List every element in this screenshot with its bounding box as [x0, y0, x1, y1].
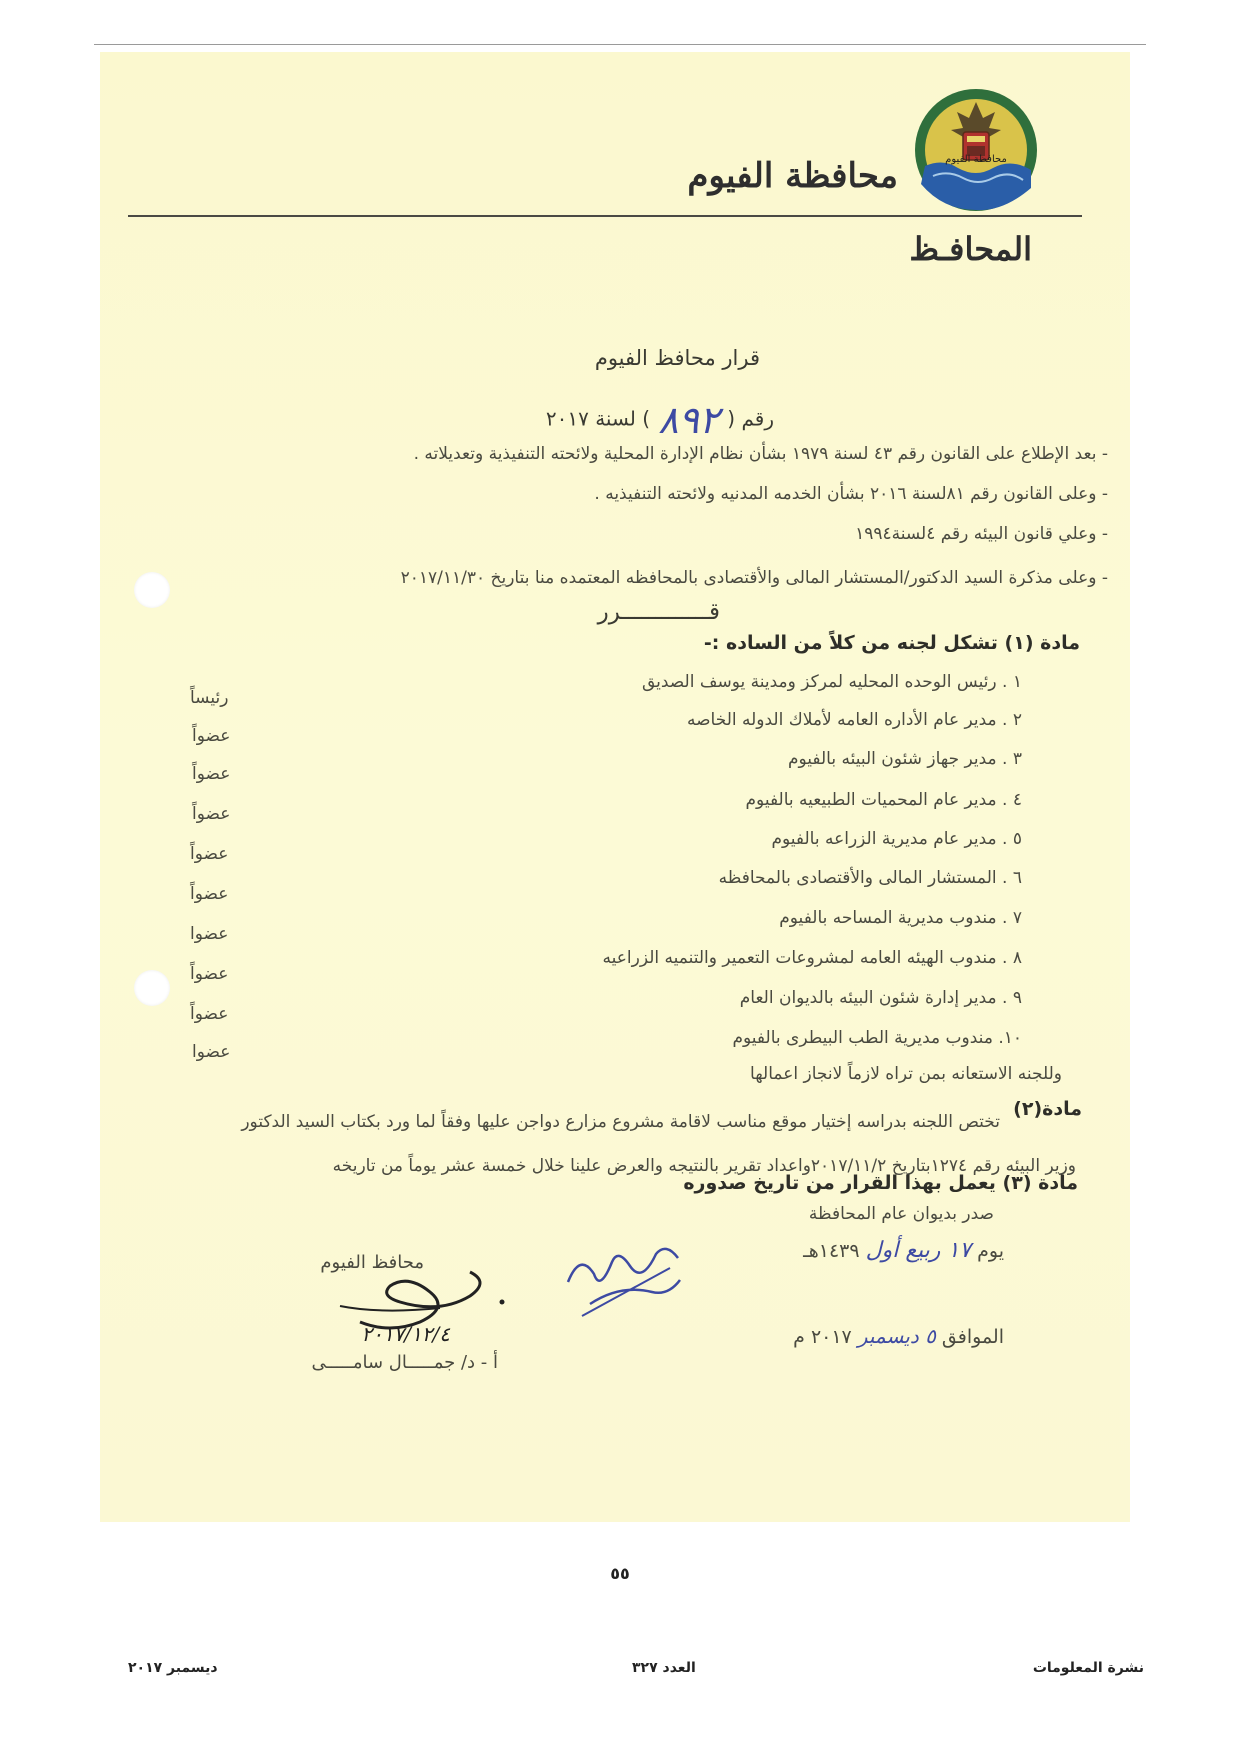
decree-title: قرار محافظ الفيوم	[594, 346, 760, 370]
footer-date: ديسمبر ٢٠١٧	[128, 1660, 218, 1676]
member-item: ٨ . مندوب الهيئه العامه لمشروعات التعمير والتنميه الزراعيه	[602, 948, 1022, 968]
issued-at: صدر بديوان عام المحافظة	[808, 1204, 994, 1224]
governorate-heading: محافظة الفيوم	[687, 156, 898, 196]
member-role: عضواً	[190, 1004, 229, 1024]
preamble-3: - وعلي قانون البيئه رقم ٤لسنة١٩٩٤	[855, 524, 1108, 544]
governorate-seal-icon	[913, 88, 1039, 212]
official-signature	[560, 1232, 700, 1322]
article-1: مادة (١) تشكل لجنه من كلاً من الساده :-	[703, 632, 1080, 654]
member-role: عضوا	[190, 924, 229, 944]
member-role: عضواً	[190, 844, 229, 864]
top-rule	[94, 44, 1146, 45]
hijri-date: يوم ١٧ ربيع أول ١٤٣٩هـ	[803, 1238, 1004, 1263]
footer-publication: نشرة المعلومات	[1032, 1660, 1144, 1676]
assistance-clause: وللجنه الاستعانه بمن تراه لازماً لانجاز اعمالها	[750, 1064, 1062, 1084]
member-item: ٥ . مدير عام مديرية الزراعه بالفيوم	[771, 829, 1022, 849]
member-item: ٦ . المستشار المالى والأقتصادى بالمحافظه	[718, 868, 1022, 888]
svg-text:محافظة الفيوم: محافظة الفيوم	[945, 154, 1007, 165]
decision-heading: قـــــــــــــرر	[597, 599, 720, 625]
member-role: عضواً	[192, 804, 231, 824]
gregorian-date-handwritten: ٥ ديسمبر	[857, 1324, 936, 1348]
preamble-2: - وعلى القانون رقم ٨١لسنة ٢٠١٦ بشأن الخدمه المدنيه ولائحته التنفيذيه .	[594, 484, 1108, 504]
signatory-title: محافظ الفيوم	[320, 1252, 424, 1273]
office-heading: المحافـظ	[909, 230, 1032, 268]
member-item: ٩ . مدير إدارة شئون البيئه بالديوان العام	[739, 988, 1022, 1008]
member-item: ١٠. مندوب مديرية الطب البيطرى بالفيوم	[732, 1028, 1022, 1048]
decree-number-handwritten: ٨٩٢	[658, 398, 720, 442]
decree-number: رقم (٨٩٢) لسنة ٢٠١٧	[545, 398, 774, 442]
member-item: ١ . رئيس الوحده المحليه لمركز ومدينة يوسف الصديق	[641, 672, 1022, 692]
page-number: ٥٥	[610, 1564, 630, 1583]
member-item: ٣ . مدير جهاز شئون البيئه بالفيوم	[787, 749, 1022, 769]
member-item: ٤ . مدير عام المحميات الطبيعيه بالفيوم	[745, 790, 1022, 810]
signature-date: ٢٠١٧/١٢/٤	[361, 1322, 450, 1346]
preamble-1: - بعد الإطلاع على القانون رقم ٤٣ لسنة ١٩٧٩ بشأن نظام الإدارة المحلية ولائحته التنفيذية وتعديلاته .	[413, 444, 1108, 464]
header-divider	[128, 215, 1082, 217]
article-2-label: مادة(٢)	[1013, 1098, 1082, 1120]
preamble-4: - وعلى مذكرة السيد الدكتور/المستشار المالى والأقتصادى بالمحافظه المعتمده منا بتاريخ ٢٠١٧/١١/٣٠	[400, 568, 1108, 588]
article-3: مادة (٣) يعمل بهذا القرار من تاريخ صدوره	[683, 1172, 1078, 1194]
member-role: عضواً	[192, 726, 231, 746]
member-item: ٧ . مندوب مديرية المساحه بالفيوم	[779, 908, 1022, 928]
footer-issue: العدد ٣٢٧	[632, 1660, 696, 1676]
signatory-name: أ - د/ جمـــــال سامـــــى	[311, 1352, 498, 1373]
punch-hole-top	[134, 572, 170, 608]
member-role: عضواً	[190, 964, 229, 984]
article-2-text: تختص اللجنه بدراسه إختيار موقع مناسب لاقامة مشروع مزارع دواجن عليها وفقاً لما ورد بكتاب السيد الدكتور	[241, 1112, 1000, 1132]
member-role: عضوا	[192, 1042, 231, 1062]
hijri-date-handwritten: ١٧ ربيع أول	[865, 1238, 972, 1263]
member-role: عضواً	[190, 884, 229, 904]
gregorian-date: الموافق ٥ ديسمبر ٢٠١٧ م	[793, 1324, 1004, 1348]
member-role: عضواً	[192, 764, 231, 784]
member-role: رئيساً	[190, 688, 229, 708]
article-2-text-cont: وزير البيئه رقم ١٢٧٤بتاريخ ٢٠١٧/١١/٢واعداد تقرير بالنتيجه والعرض علينا خلال خمسة عشر يوماً من تاريخه	[332, 1156, 1076, 1176]
member-item: ٢ . مدير عام الأداره العامه لأملاك الدوله الخاصه	[687, 710, 1022, 730]
punch-hole-bottom	[134, 970, 170, 1006]
